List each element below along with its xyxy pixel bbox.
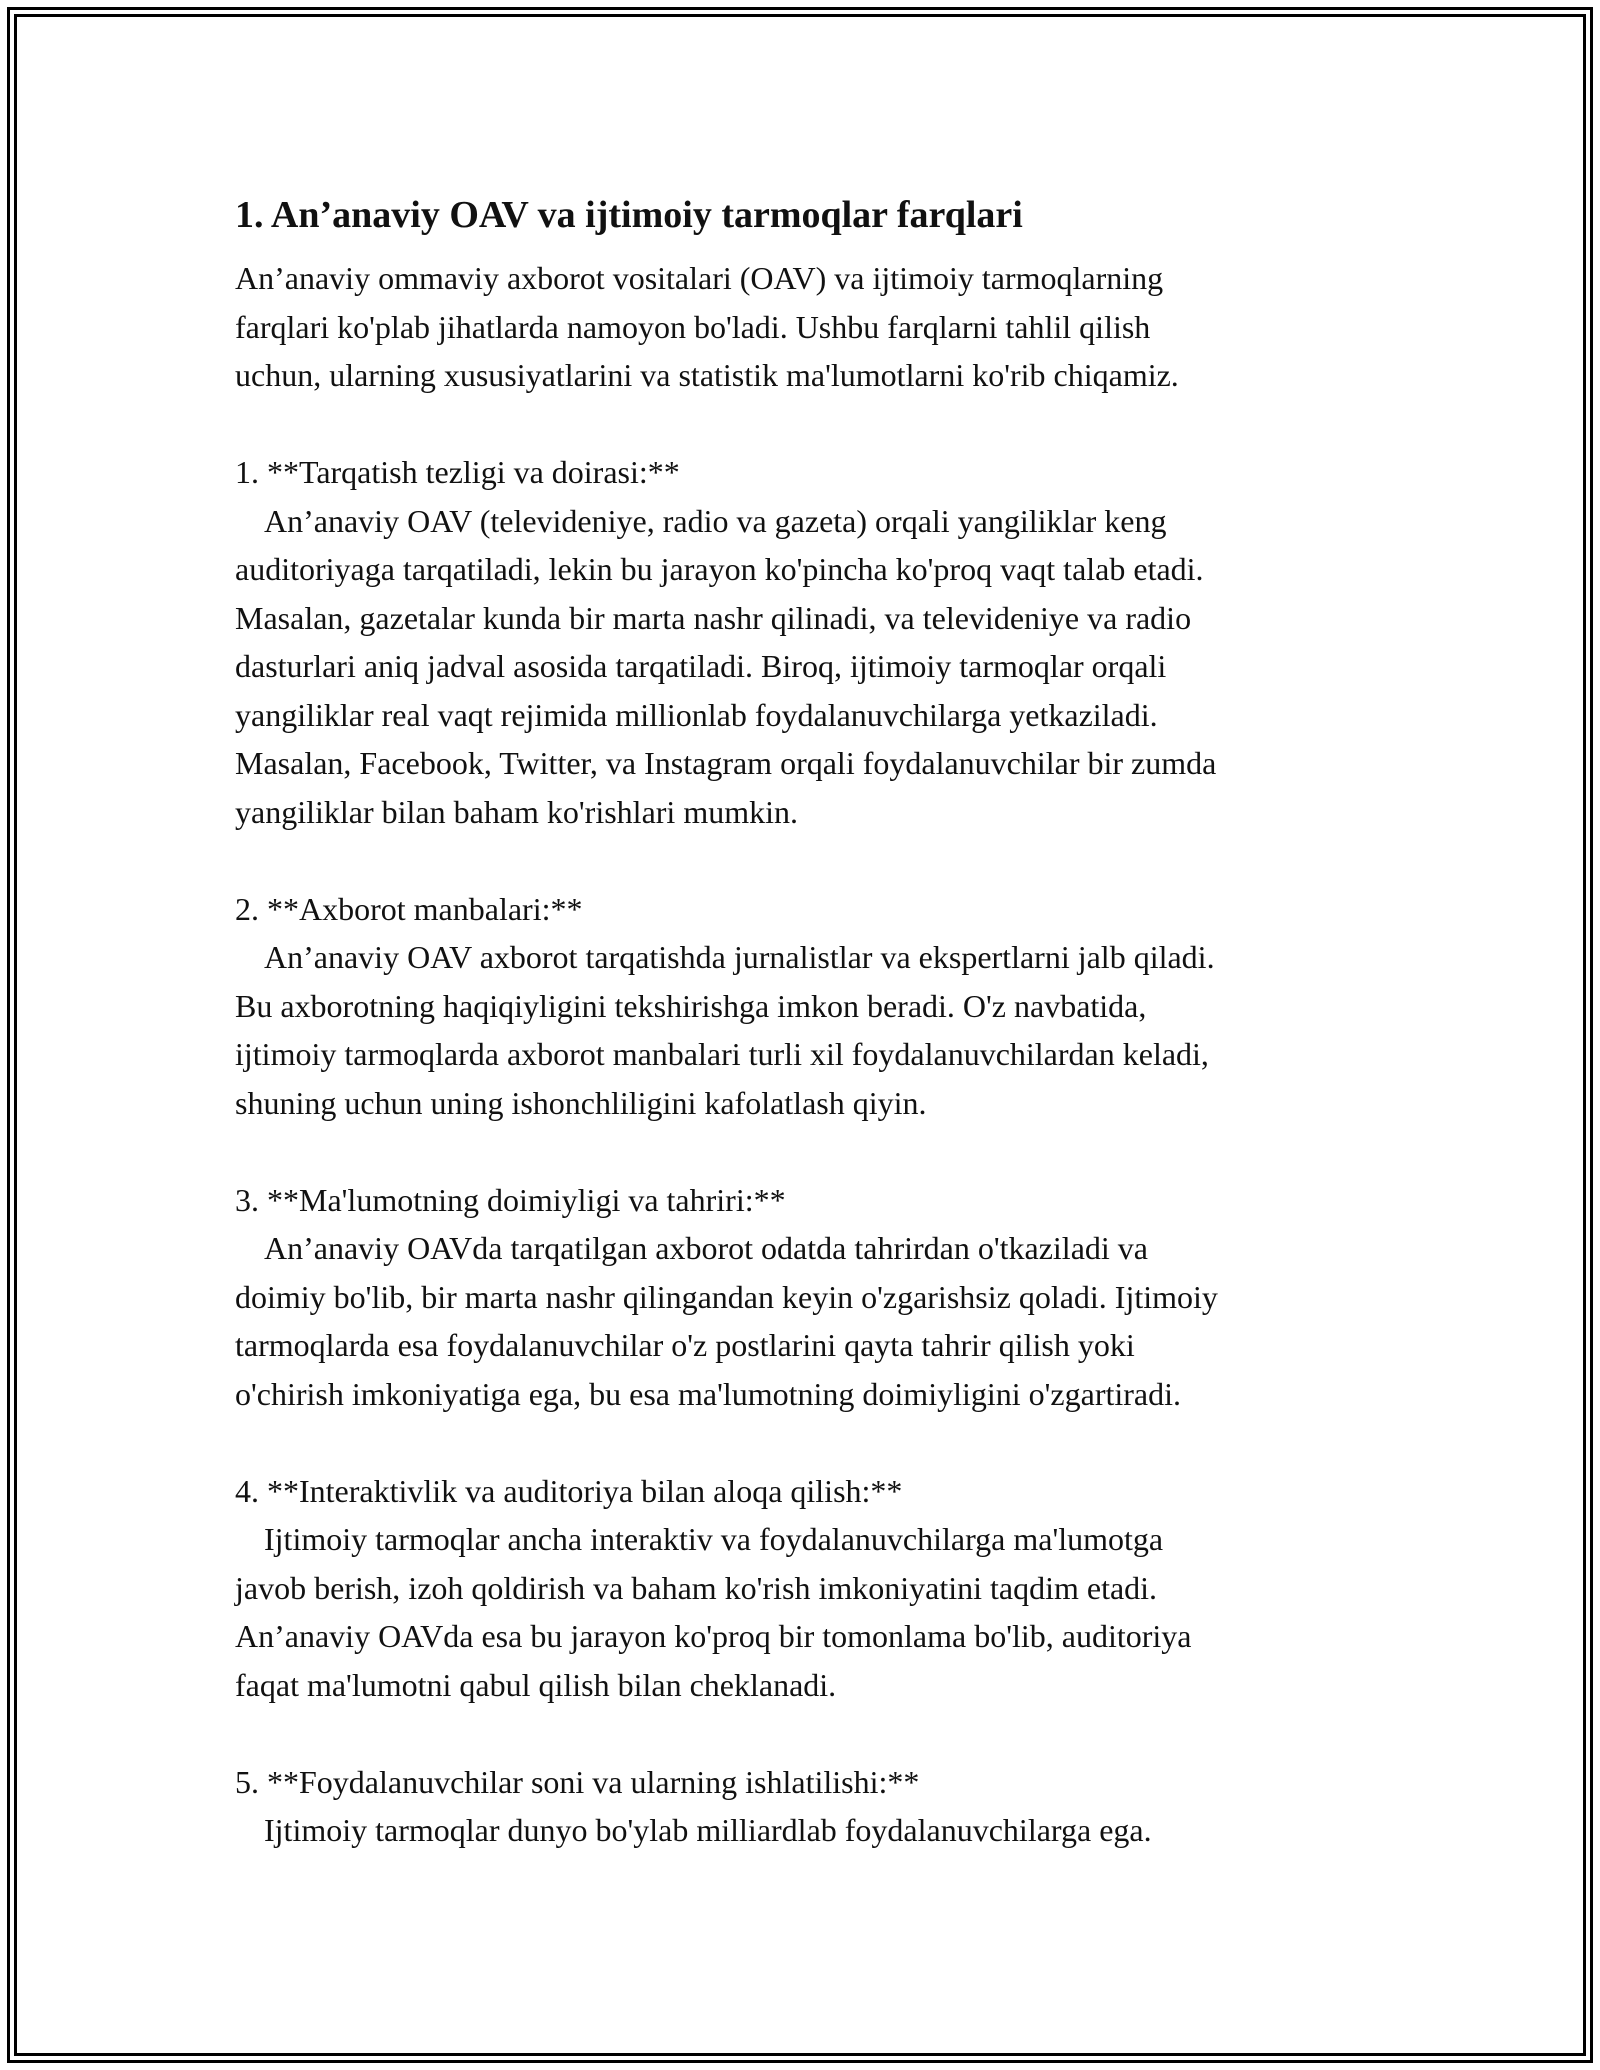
section-5 [235, 1758, 1395, 1855]
section-line: yangiliklar real vaqt rejimida millionlab foydalanuvchilarga yetkaziladi. [235, 696, 1158, 733]
intro-line: farqlari ko'plab jihatlarda namoyon bo'ladi. Ushbu farqlarni tahlil qilish [235, 308, 1151, 345]
section-line: Masalan, Facebook, Twitter, va Instagram orqali foydalanuvchilar bir zumda [235, 745, 1217, 781]
paragraph-gap [235, 400, 1395, 449]
section-heading: 3. **Ma'lumotning doimiyligi va tahriri:** [235, 1181, 786, 1218]
section-4 [235, 1467, 1395, 1710]
section-heading: 4. **Interaktivlik va auditoriya bilan aloqa qilish:** [235, 1472, 903, 1509]
paragraph-gap [235, 1709, 1395, 1758]
section-line: An’anaviy OAV axborot tarqatishda jurnalistlar va ekspertlarni jalb qiladi. [264, 939, 1215, 975]
section-line: shuning uchun uning ishonchliligini kafolatlash qiyin. [235, 1084, 927, 1121]
section-line: An’anaviy OAV (televideniye, radio va gazeta) orqali yangiliklar keng [264, 502, 1167, 539]
section-line: yangiliklar bilan baham ko'rishlari mumkin. [235, 793, 798, 830]
section-line: Ijtimoiy tarmoqlar dunyo bo'ylab milliardlab foydalanuvchilarga ega. [264, 1812, 1152, 1848]
section-line: An’anaviy OAVda esa bu jarayon ko'proq bir tomonlama bo'lib, auditoriya [235, 1618, 1192, 1654]
document-body [235, 186, 1395, 1855]
section-line: dasturlari aniq jadval asosida tarqatiladi. Biroq, ijtimoiy tarmoqlar orqali [235, 648, 1167, 684]
section-3 [235, 1176, 1395, 1419]
intro-line: An’anaviy ommaviy axborot vositalari (OAV) va ijtimoiy tarmoqlarning [235, 260, 1164, 296]
section-line: o'chirish imkoniyatiga ega, bu esa ma'lumotning doimiyligini o'zgartiradi. [235, 1375, 1181, 1412]
paragraph-gap [235, 1127, 1395, 1176]
section-heading: 2. **Axborot manbalari:** [235, 890, 583, 927]
section-line: An’anaviy OAVda tarqatilgan axborot odatda tahrirdan o'tkaziladi va [264, 1230, 1148, 1266]
section-line: faqat ma'lumotni qabul qilish bilan cheklanadi. [235, 1666, 837, 1703]
intro-line: uchun, ularning xususiyatlarini va statistik ma'lumotlarni ko'rib chiqamiz. [235, 357, 1179, 393]
page-title: 1. An’anaviy OAV va ijtimoiy tarmoqlar farqlari [235, 194, 1023, 236]
section-line: javob berish, izoh qoldirish va baham ko'rish imkoniyatini taqdim etadi. [235, 1569, 1158, 1606]
paragraph-gap [235, 836, 1395, 885]
section-1 [235, 448, 1395, 836]
section-line: doimiy bo'lib, bir marta nashr qilingandan keyin o'zgarishsiz qoladi. Ijtimoiy [235, 1278, 1218, 1315]
section-heading: 1. **Tarqatish tezligi va doirasi:** [235, 454, 680, 490]
section-2 [235, 885, 1395, 1128]
section-heading: 5. **Foydalanuvchilar soni va ularning ishlatilishi:** [235, 1763, 920, 1800]
section-line: Bu axborotning haqiqiyligini tekshirishga imkon beradi. O'z navbatida, [235, 987, 1147, 1024]
paragraph-gap [235, 1418, 1395, 1467]
section-line: auditoriyaga tarqatiladi, lekin bu jarayon ko'pincha ko'proq vaqt talab etadi. [235, 551, 1204, 587]
intro-paragraph [235, 254, 1395, 400]
section-line: ijtimoiy tarmoqlarda axborot manbalari turli xil foydalanuvchilardan keladi, [235, 1036, 1209, 1072]
section-line: Ijtimoiy tarmoqlar ancha interaktiv va foydalanuvchilarga ma'lumotga [264, 1521, 1164, 1557]
section-line: tarmoqlarda esa foydalanuvchilar o'z postlarini qayta tahrir qilish yoki [235, 1327, 1135, 1363]
section-line: Masalan, gazetalar kunda bir marta nashr qilinadi, va televideniye va radio [235, 599, 1192, 636]
